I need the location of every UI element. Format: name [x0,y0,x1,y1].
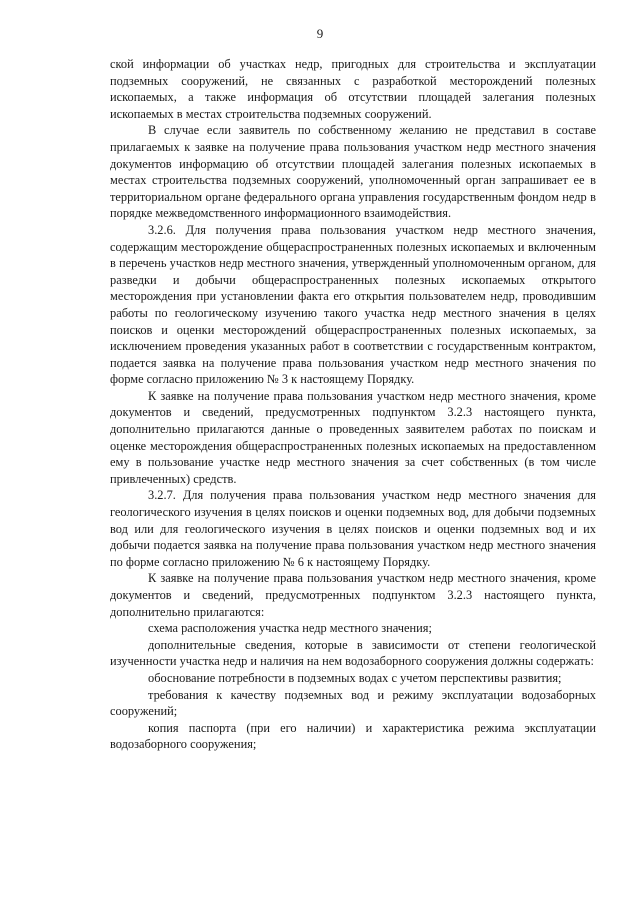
list-item: обоснование потребности в подземных водах с учетом перспективы развития; [148,670,562,685]
paragraph: В случае если заявитель по собственному желанию не представил в составе прилагаемых к заявке на получение права пользования участком недр местного значения документов информацию об отсутствии площадей залегания полезных ископаемых в местах строительства подземных сооружений, уполномоченный орган запрашивает ее в территориальном органе федерального органа управления государственным фондом недр в порядке межведомственного информационного взаимодействия. [110,123,596,221]
page-number: 9 [316,26,324,41]
paragraph: К заявке на получение права пользования участком недр местного значения, кроме документов и сведений, предусмотренных подпунктом 3.2.3 настоящего пункта, дополнительно прилагаются: [110,571,596,619]
list-item: копия паспорта (при его наличии) и характеристика режима эксплуатации водозаборного сооружения; [110,720,596,752]
paragraph-clause-3-2-6: 3.2.6. Для получения права пользования участком недр местного значения, содержащим месторождение общераспространенных полезных ископаемых и включенным в перечень участков недр местного значения, утвержденный уполномоченным органом, для разведки и добычи общераспространенных полезных ископаемых открытого месторождения при установлении факта его открытия пользователем недр, проводившим работы по геологическому изучению такого участка недр местного значения в целях поисков и оценки месторождений общераспространенных полезных ископаемых, за исключением проведения указанных работ в соответствии с государственным контрактом, подается заявка на получение права пользования участком недр местного значения по форме согласно приложению № 3 к настоящему Порядку. [110,222,596,387]
paragraph: К заявке на получение права пользования участком недр местного значения, кроме документов и сведений, предусмотренных подпунктом 3.2.3 настоящего пункта, дополнительно прилагаются данные о проведенных заявителем работах по поискам и оценке месторождения общераспространенных полезных ископаемых на предоставленном ему в пользование участке недр местного значения за счет собственных (в том числе привлеченных) средств. [110,388,596,486]
paragraph-continuation: ской информации об участках недр, пригодных для строительства и эксплуатации подземных сооружений, не связанных с разработкой месторождений полезных ископаемых, а также информация об отсутствии площадей залегания полезных ископаемых в местах строительства подземных сооружений. [110,57,596,121]
paragraph-clause-3-2-7: 3.2.7. Для получения права пользования участком недр местного значения для геологического изучения в целях поисков и оценки подземных вод, для добычи подземных вод или для геологического изучения в целях поисков и оценки подземных вод и их добычи подается заявка на получение права пользования участком недр местного значения по форме согласно приложению № 6 к настоящему Порядку. [110,488,596,569]
list-item: дополнительные сведения, которые в зависимости от степени геологической изученности участка недр и наличия на нем водозаборного сооружения должны содержать: [110,637,596,669]
document-body [110,56,596,753]
list-item: требования к качеству подземных вод и режиму эксплуатации водозаборных сооружений; [110,687,596,719]
list-item: схема расположения участка недр местного значения; [148,621,432,636]
